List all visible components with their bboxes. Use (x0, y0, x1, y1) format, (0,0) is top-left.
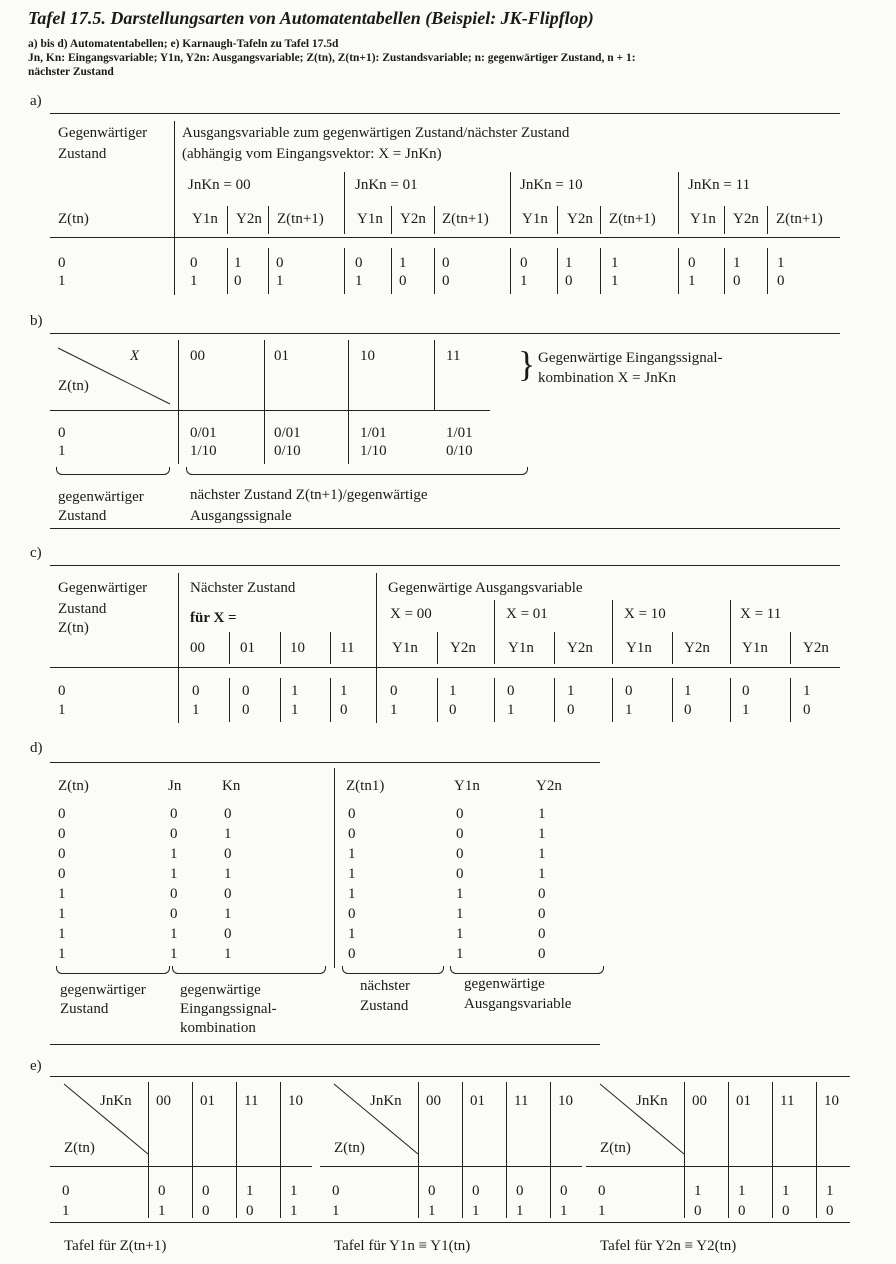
a-cell: 0 (442, 255, 450, 271)
d-cell: 0 (348, 906, 356, 922)
d-cell: 1 (224, 906, 232, 922)
karnaugh-cell: 0 (158, 1183, 166, 1199)
d-foot: gegenwärtige (464, 976, 545, 992)
karnaugh-cell: 1 (246, 1183, 254, 1199)
d-cell: 1 (538, 866, 546, 882)
a-header-left-1: Gegenwärtiger (58, 125, 148, 141)
a-cell: 1 (611, 255, 619, 271)
c-header-left-2: Zustand (58, 601, 107, 617)
b-foot-right-1: nächster Zustand Z(tn+1)/gegenwärtige (190, 487, 428, 503)
karnaugh-cell: 1 (290, 1183, 298, 1199)
d-cell: 1 (348, 846, 356, 862)
b-cell: 0/10 (274, 443, 301, 459)
c-cell: 0 (625, 683, 633, 699)
a-cell: 0 (777, 273, 785, 289)
b-foot-left-1: gegenwärtiger (58, 489, 144, 505)
a-col: Z(tn+1) (609, 211, 656, 227)
d-cell: 1 (456, 906, 464, 922)
karnaugh-cell: 1 (826, 1183, 834, 1199)
b-corner-z: Z(tn) (58, 378, 89, 394)
c-cell: 1 (625, 702, 633, 718)
karnaugh-grid-line (550, 1082, 551, 1218)
a-cell: 0 (520, 255, 528, 271)
c-cell: 1 (803, 683, 811, 699)
d-cell: 0 (224, 806, 232, 822)
karnaugh-cell: 0 (202, 1203, 210, 1219)
a-cell: 0 (442, 273, 450, 289)
c-group-11: X = 11 (740, 606, 782, 622)
b-cell: 1/10 (190, 443, 217, 459)
karnaugh-corner-top: JnKn (370, 1093, 402, 1109)
b-brace-left (56, 467, 170, 475)
d-cell: 1 (58, 886, 66, 902)
karnaugh-cell: 0 (560, 1183, 568, 1199)
karnaugh-cell: 1 (516, 1203, 524, 1219)
b-foot-left-2: Zustand (58, 508, 107, 524)
d-cell: 0 (224, 886, 232, 902)
d-cell: 0 (456, 866, 464, 882)
c-cell: 1 (742, 702, 750, 718)
caption-line-2: Jn, Kn: Eingangsvariable; Y1n, Y2n: Ausgangsvariable; Z(tn), Z(tn+1): Zustandsvariable; n: gegenwärtiger Zustand, n + 1: (28, 52, 636, 64)
c-out-col: Y2n (684, 640, 710, 656)
c-group-10: X = 10 (624, 606, 666, 622)
b-brace-right (186, 467, 528, 475)
c-cell: 0 (507, 683, 515, 699)
karnaugh-cell: 1 (560, 1203, 568, 1219)
d-header: Z(tn1) (346, 778, 385, 794)
a-col: Y1n (690, 211, 716, 227)
page-title: Tafel 17.5. Darstellungsarten von Automatentabellen (Beispiel: JK-Flipflop) (28, 8, 594, 28)
karnaugh-col: 00 (156, 1093, 171, 1109)
c-next-col: 00 (190, 640, 205, 656)
karnaugh-cell: 1 (290, 1203, 298, 1219)
karnaugh-grid-line (586, 1166, 850, 1167)
karnaugh-grid-line (462, 1082, 463, 1218)
c-cell: 0 (242, 683, 250, 699)
b-corner-x: X (130, 348, 140, 364)
a-col: Y2n (236, 211, 262, 227)
d-cell: 0 (456, 826, 464, 842)
c-cell: 1 (684, 683, 692, 699)
karnaugh-cell: 0 (472, 1183, 480, 1199)
d-header: Z(tn) (58, 778, 89, 794)
karnaugh-cell: 0 (826, 1203, 834, 1219)
c-group-00: X = 00 (390, 606, 432, 622)
section-e-label: e) (30, 1058, 42, 1074)
d-cell: 1 (348, 886, 356, 902)
d-foot: nächster (360, 978, 410, 994)
d-header: Kn (222, 778, 241, 794)
b-note-2: kombination X = JnKn (538, 370, 677, 386)
c-cell: 0 (340, 702, 348, 718)
karnaugh-cell: 1 (158, 1203, 166, 1219)
c-next-col: 10 (290, 640, 305, 656)
karnaugh-cell: 0 (516, 1183, 524, 1199)
d-cell: 1 (538, 826, 546, 842)
karnaugh-grid-line (772, 1082, 773, 1218)
c-cell: 0 (449, 702, 457, 718)
d-cell: 1 (224, 946, 232, 962)
karnaugh-corner-top: JnKn (636, 1093, 668, 1109)
d-cell: 0 (538, 926, 546, 942)
c-cell: 1 (291, 683, 299, 699)
c-out-col: Y1n (392, 640, 418, 656)
a-group-10: JnKn = 10 (520, 177, 583, 193)
d-cell: 0 (348, 826, 356, 842)
karnaugh-grid-line (684, 1082, 685, 1218)
d-cell: 1 (58, 906, 66, 922)
d-header: Y2n (536, 778, 562, 794)
a-cell: 1 (688, 273, 696, 289)
d-cell: 0 (58, 866, 66, 882)
d-foot: Zustand (360, 998, 409, 1014)
a-group-11: JnKn = 11 (688, 177, 751, 193)
karnaugh-corner-top: JnKn (100, 1093, 132, 1109)
karnaugh-state: 0 (62, 1183, 70, 1199)
c-out-col: Y1n (742, 640, 768, 656)
c-header-mid-1: Nächster Zustand (190, 580, 296, 596)
karnaugh-corner-bottom: Z(tn) (334, 1140, 365, 1156)
karnaugh-cell: 1 (694, 1183, 702, 1199)
a-state-0: 0 (58, 255, 66, 271)
c-cell: 1 (291, 702, 299, 718)
a-cell: 0 (688, 255, 696, 271)
b-state-1: 1 (58, 443, 66, 459)
d-foot: Eingangssignal- (180, 1001, 277, 1017)
c-out-col: Y2n (803, 640, 829, 656)
d-cell: 0 (170, 826, 178, 842)
a-group-01: JnKn = 01 (355, 177, 418, 193)
d-cell: 0 (224, 926, 232, 942)
a-state-label: Z(tn) (58, 211, 89, 227)
d-cell: 0 (538, 906, 546, 922)
c-cell: 1 (507, 702, 515, 718)
a-col: Z(tn+1) (277, 211, 324, 227)
d-header: Jn (168, 778, 182, 794)
karnaugh-table-label: Tafel für Y1n ≡ Y1(tn) (334, 1238, 471, 1254)
d-cell: 0 (170, 886, 178, 902)
b-cell: 1/01 (446, 425, 473, 441)
karnaugh-col: 10 (824, 1093, 839, 1109)
a-cell: 1 (565, 255, 573, 271)
d-cell: 0 (58, 806, 66, 822)
section-b-label: b) (30, 313, 43, 329)
karnaugh-state: 0 (332, 1183, 340, 1199)
caption-line-1: a) bis d) Automatentabellen; e) Karnaugh-Tafeln zu Tafel 17.5d (28, 38, 339, 50)
caption-line-3: nächster Zustand (28, 66, 114, 78)
a-col: Y2n (733, 211, 759, 227)
karnaugh-cell: 0 (428, 1183, 436, 1199)
a-col: Z(tn+1) (442, 211, 489, 227)
d-foot: gegenwärtiger (60, 982, 146, 998)
a-header-right-2: (abhängig vom Eingangsvektor: X = JnKn) (182, 146, 442, 162)
karnaugh-cell: 0 (694, 1203, 702, 1219)
karnaugh-corner-bottom: Z(tn) (64, 1140, 95, 1156)
karnaugh-grid-line (506, 1082, 507, 1218)
d-cell: 0 (456, 846, 464, 862)
a-cell: 0 (190, 255, 198, 271)
a-group-00: JnKn = 00 (188, 177, 251, 193)
d-cell: 0 (170, 806, 178, 822)
d-header: Y1n (454, 778, 480, 794)
a-cell: 1 (234, 255, 242, 271)
d-cell: 0 (538, 886, 546, 902)
d-cell: 1 (348, 866, 356, 882)
b-cell: 0/01 (190, 425, 217, 441)
c-out-col: Y2n (567, 640, 593, 656)
karnaugh-col: 01 (200, 1093, 215, 1109)
d-cell: 1 (224, 826, 232, 842)
section-c-label: c) (30, 545, 42, 561)
a-cell: 0 (234, 273, 242, 289)
d-cell: 1 (456, 926, 464, 942)
d-foot: gegenwärtige (180, 982, 261, 998)
karnaugh-cell: 0 (738, 1203, 746, 1219)
karnaugh-state: 1 (332, 1203, 340, 1219)
a-col: Y2n (400, 211, 426, 227)
c-cell: 0 (192, 683, 200, 699)
a-header-left-2: Zustand (58, 146, 107, 162)
d-cell: 1 (456, 886, 464, 902)
karnaugh-state: 1 (62, 1203, 70, 1219)
d-cell: 1 (224, 866, 232, 882)
karnaugh-grid-line (280, 1082, 281, 1218)
karnaugh-grid-line (728, 1082, 729, 1218)
c-group-01: X = 01 (506, 606, 548, 622)
d-cell: 0 (170, 906, 178, 922)
karnaugh-state: 0 (598, 1183, 606, 1199)
d-cell: 0 (58, 846, 66, 862)
section-a-label: a) (30, 93, 42, 109)
karnaugh-col: 11 (780, 1093, 795, 1109)
karnaugh-col: 10 (288, 1093, 303, 1109)
c-cell: 1 (192, 702, 200, 718)
karnaugh-col: 11 (244, 1093, 259, 1109)
d-cell: 0 (224, 846, 232, 862)
d-cell: 1 (170, 926, 178, 942)
karnaugh-grid-line (50, 1166, 312, 1167)
c-cell: 0 (803, 702, 811, 718)
c-cell: 0 (684, 702, 692, 718)
a-cell: 1 (611, 273, 619, 289)
c-cell: 0 (390, 683, 398, 699)
d-cell: 1 (538, 806, 546, 822)
d-cell: 0 (348, 946, 356, 962)
c-out-col: Y2n (450, 640, 476, 656)
d-cell: 1 (170, 866, 178, 882)
karnaugh-grid-line (816, 1082, 817, 1218)
d-brace-1 (56, 966, 170, 974)
d-cell: 1 (58, 946, 66, 962)
d-cell: 1 (456, 946, 464, 962)
d-foot: Zustand (60, 1001, 109, 1017)
b-cell: 1/01 (360, 425, 387, 441)
a-col: Y1n (357, 211, 383, 227)
d-cell: 1 (170, 946, 178, 962)
a-cell: 0 (565, 273, 573, 289)
b-col: 01 (274, 348, 289, 364)
a-cell: 0 (733, 273, 741, 289)
a-cell: 0 (399, 273, 407, 289)
karnaugh-col: 11 (514, 1093, 529, 1109)
karnaugh-corner-bottom: Z(tn) (600, 1140, 631, 1156)
c-header-left-1: Gegenwärtiger (58, 580, 148, 596)
c-state-0: 0 (58, 683, 66, 699)
c-cell: 0 (742, 683, 750, 699)
c-cell: 1 (340, 683, 348, 699)
b-cell: 1/10 (360, 443, 387, 459)
c-header-left-3: Z(tn) (58, 620, 89, 636)
c-header-right: Gegenwärtige Ausgangsvariable (388, 580, 583, 596)
a-cell: 1 (777, 255, 785, 271)
b-col: 10 (360, 348, 375, 364)
karnaugh-col: 00 (692, 1093, 707, 1109)
c-cell: 1 (449, 683, 457, 699)
b-cell: 0/10 (446, 443, 473, 459)
karnaugh-col: 01 (470, 1093, 485, 1109)
d-cell: 0 (58, 826, 66, 842)
karnaugh-cell: 1 (472, 1203, 480, 1219)
karnaugh-grid-line (192, 1082, 193, 1218)
karnaugh-cell: 1 (428, 1203, 436, 1219)
d-foot: kombination (180, 1020, 256, 1036)
a-col: Z(tn+1) (776, 211, 823, 227)
a-col: Y1n (192, 211, 218, 227)
d-brace-2 (172, 966, 326, 974)
c-next-col: 11 (340, 640, 355, 656)
karnaugh-col: 01 (736, 1093, 751, 1109)
a-state-1: 1 (58, 273, 66, 289)
a-cell: 1 (355, 273, 363, 289)
d-brace-4 (450, 966, 604, 974)
a-cell: 1 (276, 273, 284, 289)
a-cell: 1 (190, 273, 198, 289)
c-header-mid-2: für X = (190, 610, 237, 626)
d-cell: 1 (170, 846, 178, 862)
a-cell: 0 (355, 255, 363, 271)
b-corner-diagonal (58, 348, 176, 406)
d-cell: 0 (538, 946, 546, 962)
a-col: Y1n (522, 211, 548, 227)
d-cell: 0 (348, 806, 356, 822)
section-d-label: d) (30, 740, 43, 756)
a-cell: 1 (520, 273, 528, 289)
karnaugh-cell: 1 (782, 1183, 790, 1199)
c-out-col: Y1n (508, 640, 534, 656)
karnaugh-table-label: Tafel für Y2n ≡ Y2(tn) (600, 1238, 737, 1254)
a-header-right-1: Ausgangsvariable zum gegenwärtigen Zustand/nächster Zustand (182, 125, 570, 141)
a-cell: 1 (733, 255, 741, 271)
b-cell: 0/01 (274, 425, 301, 441)
karnaugh-grid-line (148, 1082, 149, 1218)
karnaugh-cell: 0 (202, 1183, 210, 1199)
karnaugh-cell: 1 (738, 1183, 746, 1199)
karnaugh-grid-line (418, 1082, 419, 1218)
c-state-1: 1 (58, 702, 66, 718)
b-foot-right-2: Ausgangssignale (190, 508, 292, 524)
d-cell: 1 (538, 846, 546, 862)
c-cell: 0 (242, 702, 250, 718)
d-cell: 1 (58, 926, 66, 942)
c-next-col: 01 (240, 640, 255, 656)
karnaugh-col: 00 (426, 1093, 441, 1109)
c-cell: 1 (390, 702, 398, 718)
karnaugh-grid-line (320, 1166, 582, 1167)
b-note-1: Gegenwärtige Eingangssignal- (538, 350, 723, 366)
a-cell: 0 (276, 255, 284, 271)
b-note-brace: } (518, 344, 536, 384)
d-brace-3 (342, 966, 444, 974)
c-out-col: Y1n (626, 640, 652, 656)
d-cell: 0 (456, 806, 464, 822)
b-state-0: 0 (58, 425, 66, 441)
c-cell: 1 (567, 683, 575, 699)
c-cell: 0 (567, 702, 575, 718)
karnaugh-cell: 0 (782, 1203, 790, 1219)
karnaugh-cell: 0 (246, 1203, 254, 1219)
karnaugh-table-label: Tafel für Z(tn+1) (64, 1238, 167, 1254)
karnaugh-state: 1 (598, 1203, 606, 1219)
karnaugh-grid-line (236, 1082, 237, 1218)
b-col: 11 (446, 348, 461, 364)
d-foot: Ausgangsvariable (464, 996, 572, 1012)
a-cell: 1 (399, 255, 407, 271)
karnaugh-col: 10 (558, 1093, 573, 1109)
b-col: 00 (190, 348, 205, 364)
d-cell: 1 (348, 926, 356, 942)
a-col: Y2n (567, 211, 593, 227)
